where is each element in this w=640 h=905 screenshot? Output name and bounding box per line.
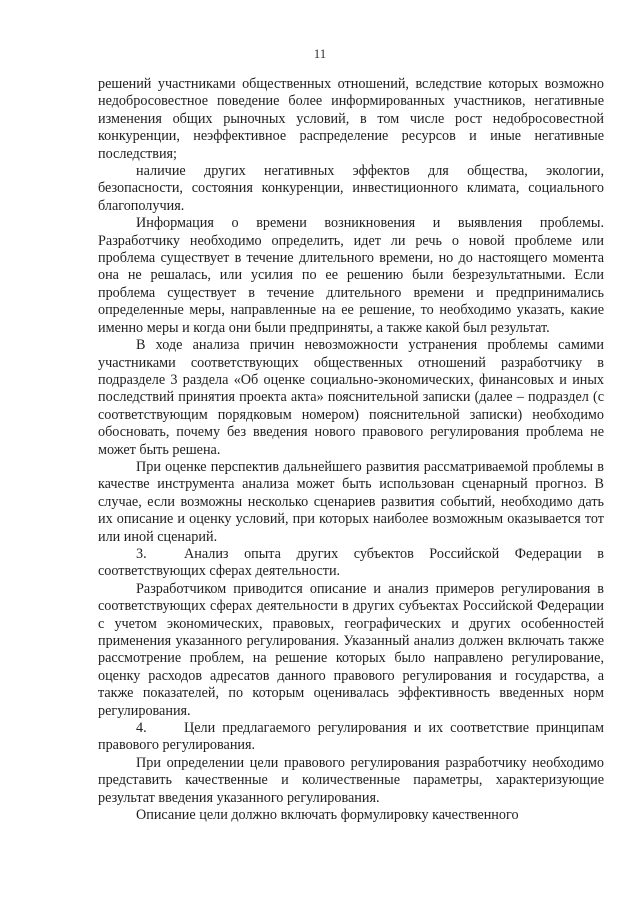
paragraph: Информация о времени возникновения и выявления проблемы. Разработчику необходимо определить, идет ли речь о новой проблеме или проблема существует в течение длительного времени, но до настоящего момента она не решалась, или усилия по ее решению были безрезультатными. Если проблема существует в течение длительного времени и предпринимались определенные меры, направленные на ее решение, то необходимо указать, какие именно меры и когда они были предприняты, а также какой был результат.	[98, 215, 604, 336]
paragraph: решений участниками общественных отношений, вследствие которых возможно недобросовестное поведение более информированных участников, негативные изменения общих рыночных условий, в том числе рост недобросовестной конкуренции, неэффективное распределение ресурсов и иные негативные последствия;	[98, 76, 604, 162]
section-number: 4.	[136, 720, 147, 737]
numbered-paragraph	[98, 720, 604, 755]
document-body	[98, 76, 604, 824]
section-number: 3.	[136, 545, 147, 562]
paragraph: наличие других негативных эффектов для общества, экологии, безопасности, состояния конкуренции, инвестиционного климата, социального благополучия.	[98, 163, 604, 214]
numbered-paragraph	[98, 546, 604, 581]
paragraph: В ходе анализа причин невозможности устранения проблемы самими участниками соответствующих общественных отношений разработчику в подразделе 3 раздела «Об оценке социально-экономических, финансовых и иных последствий принятия проекта акта» пояснительной записки (далее – подраздел (с соответствующим порядковым номером) пояснительной записки) необходимо обосновать, почему без введения нового правового регулирования проблема не может быть решена.	[98, 337, 604, 458]
paragraph: При определении цели правового регулирования разработчику необходимо представить качественные и количественные параметры, характеризующие результат введения указанного регулирования.	[98, 754, 604, 806]
paragraph: При оценке перспектив дальнейшего развития рассматриваемой проблемы в качестве инструмента анализа может быть использован сценарный прогноз. В случае, если возможны несколько сценариев развития событий, необходимо дать их описание и оценку условий, при которых наиболее возможным оказывается тот или иной сценарий.	[98, 458, 604, 545]
section-heading-text: Анализ опыта других субъектов Российской Федерации в соответствующих сферах деятельности.	[98, 545, 604, 580]
page-number: 11	[313, 46, 327, 61]
paragraph: Описание цели должно включать формулировку качественного	[136, 807, 519, 824]
section-heading-text: Цели предлагаемого регулирования и их соответствие принципам правового регулирования.	[98, 720, 604, 754]
paragraph: Разработчиком приводится описание и анализ примеров регулирования в соответствующих сферах деятельности в других субъектах Российской Федерации с учетом экономических, правовых, географических и других особенностей применения указанного регулирования. Указанный анализ должен включать также рассмотрение проблем, на решение которых было направлено регулирование, оценку расходов адресатов данного правового регулирования и государства, а также показателей, по которым оценивалась эффективность введенных норм регулирования.	[98, 580, 604, 719]
